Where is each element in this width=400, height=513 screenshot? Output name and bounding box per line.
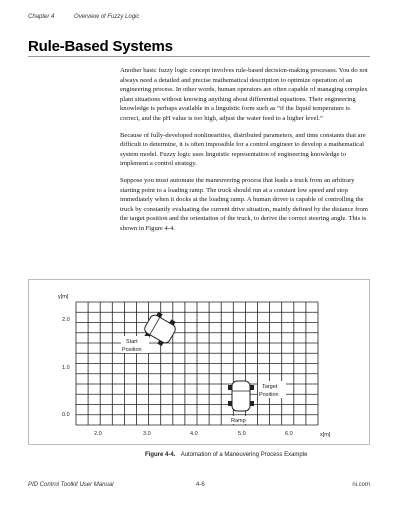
y-axis-label: y[m] — [58, 294, 69, 300]
footer-page-number: 4-6 — [196, 482, 205, 488]
target-label-line2: Position — [259, 392, 279, 398]
y-tick-0: 0.0 — [62, 412, 70, 418]
x-tick-4: 4.0 — [190, 431, 198, 437]
figure-number: Figure 4-4. — [145, 452, 176, 458]
chapter-label: Chapter 4 — [28, 14, 55, 20]
paragraph-2: Because of fully-developed nonlinearities, distributed parameters, and time constants that are difficult to determine, it is often impossible for a control engineer to develop a mathematical system model. Fuzzy logic uses linguistic representation of engineering knowledge to implement a control strategy. — [120, 131, 366, 168]
start-label-line2: Position — [122, 347, 142, 353]
x-tick-3: 3.0 — [143, 431, 151, 437]
target-label-line1: Target — [262, 384, 278, 390]
figure-caption — [145, 452, 307, 458]
figure-grid — [76, 302, 318, 425]
paragraph-1: Another basic fuzzy logic concept involves rule-based decision-making processes. You do not always need a detailed and precise mathematical description to optimize operation of an engineering process. In other words, human operators are often capable of managing complex plant situations without knowing anything about differential equations. Their engineering knowledge is perhaps available in a linguistic form such as “if the liquid temperature is correct, and the pH value is too high, adjust the water feed to a higher level.” — [120, 67, 368, 122]
truck-target-icon — [228, 381, 254, 411]
x-tick-5: 5.0 — [238, 431, 246, 437]
y-tick-2: 2.0 — [62, 317, 70, 323]
paragraph-3: Suppose you must automate the maneuvering process that leads a truck from an arbitrary starting point to a loading ramp. The truck should run at a constant low speed and stop immediately when it docks at the loading ramp. A human driver is capable of controlling the truck by constantly evaluating the current drive situation, mainly defined by the distance from the target position and the orientation of the truck, to derive the correct steering angle. This is shown in Figure 4-4. — [120, 176, 368, 232]
footer-site: ni.com — [352, 482, 370, 488]
x-axis-label: x[m] — [320, 432, 331, 438]
section-label: Overview of Fuzzy Logic — [74, 14, 140, 20]
ramp-label: Ramp — [231, 418, 246, 424]
x-tick-6: 6.0 — [285, 431, 293, 437]
figure-caption-text: Automation of a Maneuvering Process Example — [180, 452, 308, 458]
y-tick-1: 1.0 — [62, 365, 70, 371]
start-label-line1: Start — [126, 339, 138, 345]
page-title: Rule-Based Systems — [28, 38, 173, 55]
footer-manual-title: PID Control Toolkit User Manual — [28, 482, 114, 488]
x-tick-2: 2.0 — [94, 431, 102, 437]
